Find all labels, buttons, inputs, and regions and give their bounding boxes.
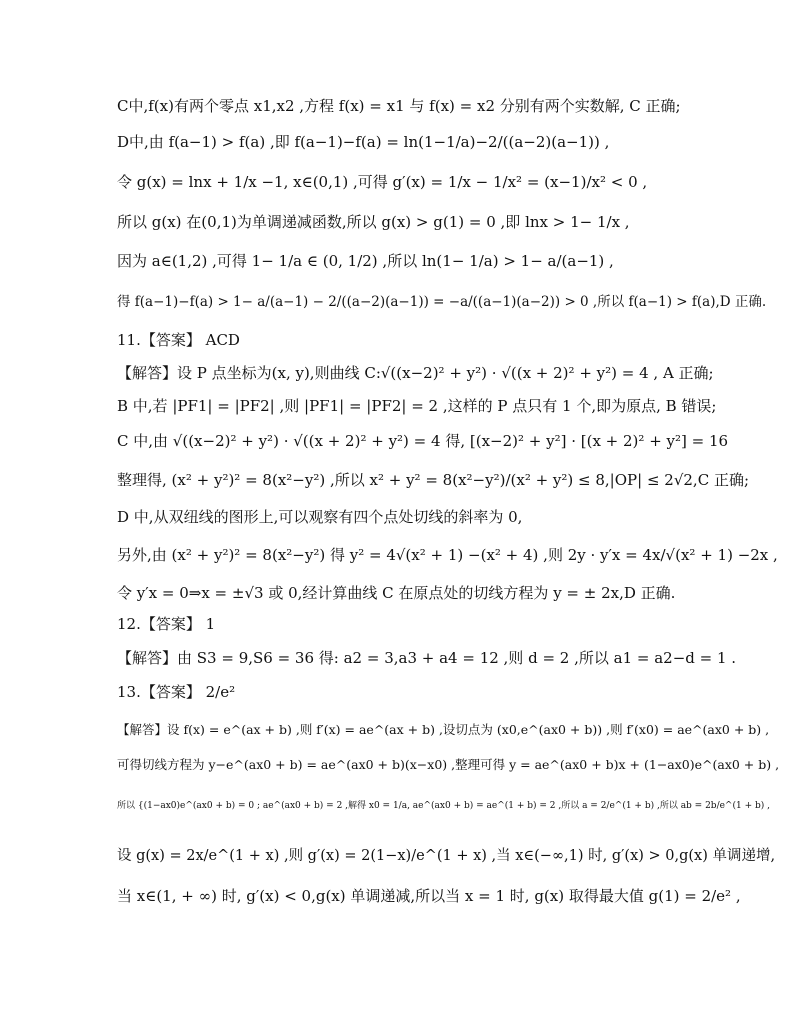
line-text: 得 f(a−1)−f(a) > 1− a/(a−1) − 2/((a−2)(a−1)) = −a/((a−1)(a−2)) > 0 ,所以 f(a−1) > f(a),D 正确. [117,294,767,310]
line-text: 令 g(x) = lnx + 1/x −1, x∈(0,1) ,可得 g′(x) = 1/x − 1/x² = (x−1)/x² < 0 , [117,173,648,191]
line-text: 【解答】设 P 点坐标为(x, y),则曲线 C:√((x−2)² + y²) · √((x + 2)² + y²) = 4 , A 正确; [117,364,714,382]
text-line [117,583,675,603]
line-text: 所以 g(x) 在(0,1)为单调递减函数,所以 g(x) > g(1) = 0 ,即 lnx > 1− 1/x , [117,213,630,231]
line-text: 【解答】设 f(x) = e^(ax + b) ,则 f′(x) = ae^(ax + b) ,设切点为 (x0,e^(ax0 + b)) ,则 f′(x0) = ae^(ax0 + b) , [117,722,770,737]
text-line [117,470,749,490]
line-text: C 中,由 √((x−2)² + y²) · √((x + 2)² + y²) = 4 得, [(x−2)² + y²] · [(x + 2)² + y²] = 16 [117,432,729,450]
answer-heading-12 [117,614,215,634]
line-text: 11.【答案】 ACD [117,331,240,349]
line-text: 整理得, (x² + y²)² = 8(x²−y²) ,所以 x² + y² = 8(x²−y²)/(x² + y²) ≤ 8,|OP| ≤ 2√2,C 正确; [117,471,750,489]
text-line [117,96,681,116]
text-line [117,172,647,192]
text-line [117,363,714,383]
text-line [117,720,769,740]
line-text: C中,f(x)有两个零点 x1,x2 ,方程 f(x) = x1 与 f(x) = x2 分别有两个实数解, C 正确; [117,97,681,115]
line-text: 【解答】由 S3 = 9,S6 = 36 得: a2 = 3,a3 + a4 = 12 ,则 d = 2 ,所以 a1 = a2−d = 1 . [117,649,737,667]
text-line [117,431,728,451]
line-text: 12.【答案】 1 [117,615,216,633]
line-text: 另外,由 (x² + y²)² = 8(x²−y²) 得 y² = 4√(x² + 1) −(x² + 4) ,则 2y · y′x = 4x/√(x² + 1) −2x , [117,546,778,564]
text-line [117,886,741,906]
text-line [117,545,778,565]
line-text: 13.【答案】 2/e² [117,683,236,701]
line-text: 因为 a∈(1,2) ,可得 1− 1/a ∈ (0, 1/2) ,所以 ln(1− 1/a) > 1− a/(a−1) , [117,252,614,270]
line-text: 当 x∈(1, + ∞) 时, g′(x) < 0,g(x) 单调递减,所以当 x = 1 时, g(x) 取得最大值 g(1) = 2/e² , [117,887,741,905]
text-line [117,292,766,312]
text-line [117,212,630,232]
line-text: D中,由 f(a−1) > f(a) ,即 f(a−1)−f(a) = ln(1−1/a)−2/((a−2)(a−1)) , [117,133,610,151]
line-text: 可得切线方程为 y−e^(ax0 + b) = ae^(ax0 + b)(x−x0) ,整理可得 y = ae^(ax0 + b)x + (1−ax0)e^(ax0 + b) , [117,757,780,772]
line-text: 令 y′x = 0⇒x = ±√3 或 0,经计算曲线 C 在原点处的切线方程为 y = ± 2x,D 正确. [117,584,676,602]
text-line [117,251,614,271]
line-text: D 中,从双纽线的图形上,可以观察有四个点处切线的斜率为 0, [117,508,523,526]
text-line [117,396,717,416]
answer-heading-11 [117,330,240,350]
text-line [117,846,775,866]
text-line [117,648,736,668]
text-line [117,132,609,152]
answer-heading-13 [117,682,235,702]
text-line [117,755,779,775]
text-line [117,507,522,527]
line-text: 设 g(x) = 2x/e^(1 + x) ,则 g′(x) = 2(1−x)/e^(1 + x) ,当 x∈(−∞,1) 时, g′(x) > 0,g(x) 单调递增, [117,848,776,864]
text-line [117,796,770,816]
line-text: B 中,若 |PF1| = |PF2| ,则 |PF1| = |PF2| = 2 ,这样的 P 点只有 1 个,即为原点, B 错误; [117,397,717,415]
line-text: 所以 {(1−ax0)e^(ax0 + b) = 0 ; ae^(ax0 + b) = 2 ,解得 x0 = 1/a, ae^(ax0 + b) = ae^(1 + b) = 2 ,所以 a = 2/e^(1 + b) ,所以 ab = 2b/e^(1 + b) , [117,801,770,811]
